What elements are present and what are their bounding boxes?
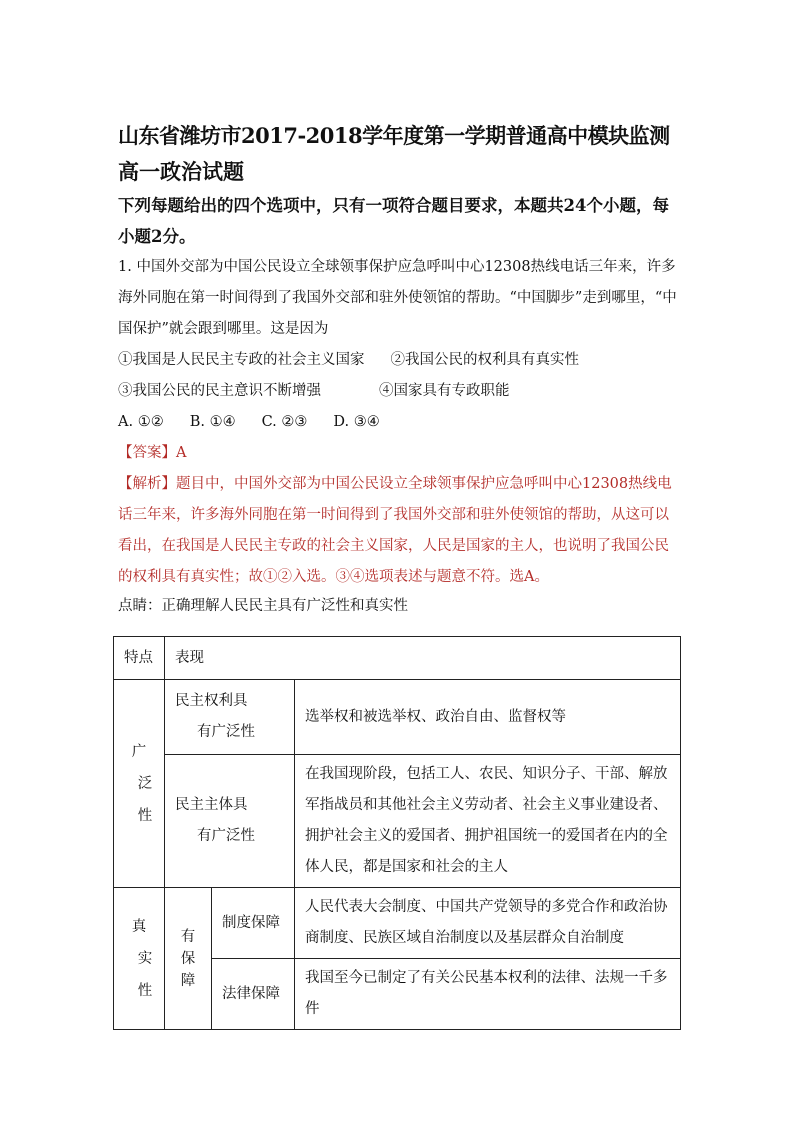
table-header-row [114, 637, 681, 680]
broadness-char-3: 性 [137, 807, 153, 824]
choice-line [118, 407, 678, 438]
header-manifestation: 表现 [165, 637, 681, 680]
header-feature: 特点 [114, 637, 165, 680]
row2-label: 民主主体具 有广泛性 [165, 755, 295, 888]
option-4: ④国家具有专政职能 [379, 383, 510, 399]
reality-char-3: 性 [137, 982, 153, 999]
answer-label: 【答案】A [118, 445, 187, 461]
broadness-char-2: 泛 [137, 775, 153, 792]
row1-label: 民主权利具 有广泛性 [165, 680, 295, 755]
table-row [114, 680, 681, 755]
reality-cell [114, 888, 165, 1030]
exam-title: 山东省潍坊市2017-2018学年度第一学期普通高中模块监测 [118, 123, 670, 148]
option-line-1 [118, 345, 678, 376]
choice-b: B. ①④ [189, 414, 236, 430]
row4-label: 法律保障 [212, 959, 295, 1030]
row1-content: 选举权和被选举权、政治自由、监督权等 [295, 680, 681, 755]
table-row [114, 888, 681, 959]
choice-c: C. ②③ [261, 414, 308, 430]
row2-content: 在我国现阶段，包括工人、农民、知识分子、干部、解放军指战员和其他社会主义劳动者、社会主义事业建设者、拥护社会主义的爱国者、拥护祖国统一的爱国者在内的全体人民，都是国家和社会的主人 [295, 755, 681, 888]
tip-text: 点睛：正确理解人民民主具有广泛性和真实性 [118, 598, 408, 614]
analysis-text: 【解析】题目中，中国外交部为中国公民设立全球领事保护应急呼叫中心12308热线电话三年来，许多海外同胞在第一时间得到了我国外交部和驻外使领馆的帮助，从这可以看出，在我国是人民民主专政的社会主义国家，人民是国家的主人，也说明了我国公民的权利具有真实性；故①②入选。③④选项表述与题意不符。选A。 [118, 476, 672, 585]
reality-char-2: 实 [137, 950, 153, 967]
features-table [113, 636, 681, 1030]
reality-char-1: 真 [131, 918, 147, 935]
document-body [118, 120, 678, 619]
broadness-char-1: 广 [131, 743, 147, 760]
row3-content: 人民代表大会制度、中国共产党领导的多党合作和政治协商制度、民族区域自治制度以及基层群众自治制度 [295, 888, 681, 959]
option-3: ③我国公民的民主意识不断增强 [118, 383, 321, 399]
guarantee-cell: 有 保 障 [165, 888, 212, 1030]
choice-d: D. ③④ [333, 414, 380, 430]
option-1: ①我国是人民民主专政的社会主义国家 [118, 352, 365, 368]
row3-label: 制度保障 [212, 888, 295, 959]
option-2: ②我国公民的权利具有真实性 [390, 352, 579, 368]
option-line-2 [118, 376, 678, 407]
choice-a: A. ①② [118, 414, 164, 430]
broadness-cell [114, 680, 165, 888]
row4-content: 我国至今已制定了有关公民基本权利的法律、法规一千多件 [295, 959, 681, 1030]
exam-subtitle: 高一政治试题 [118, 159, 244, 184]
section-instruction: 下列每题给出的四个选项中，只有一项符合题目要求，本题共24个小题，每小题2分。 [118, 196, 669, 246]
question-stem: 1. 中国外交部为中国公民设立全球领事保护应急呼叫中心12308热线电话三年来，许多海外同胞在第一时间得到了我国外交部和驻外使领馆的帮助。“中国脚步”走到哪里，“中国保护”就会跟到哪里。这是因为 [118, 259, 677, 337]
table-row [114, 755, 681, 888]
